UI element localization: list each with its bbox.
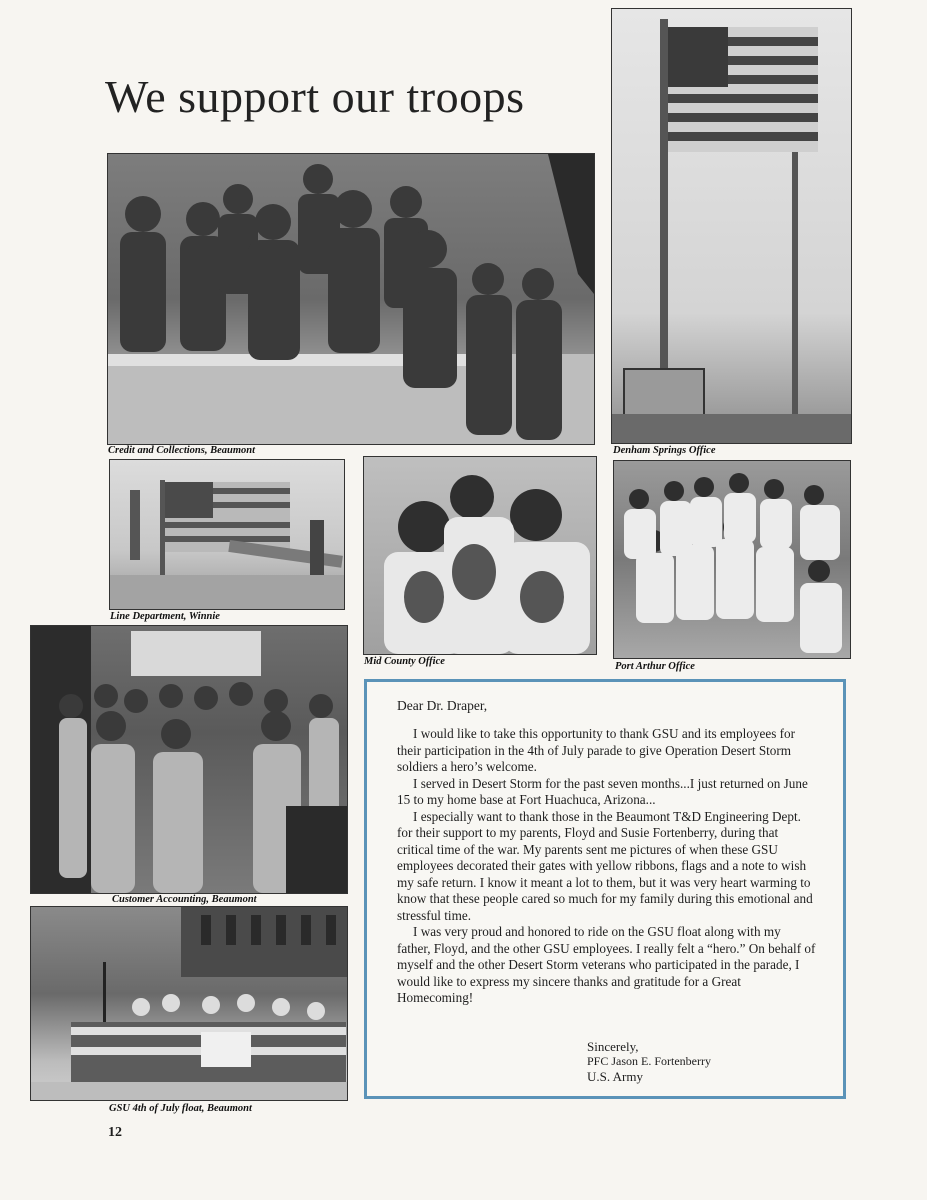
caption-customer-accounting: Customer Accounting, Beaumont bbox=[112, 894, 257, 905]
letter-signer: PFC Jason E. Fortenberry bbox=[587, 1054, 711, 1068]
photo-denham-springs bbox=[611, 8, 852, 444]
letter-paragraph: I served in Desert Storm for the past seven months...I just returned on June 15 to my home base at Fort Huachuca, Arizona... bbox=[397, 775, 808, 807]
photo-credit-collections bbox=[107, 153, 595, 445]
page-title: We support our troops bbox=[105, 71, 525, 122]
caption-gsu-float: GSU 4th of July float, Beaumont bbox=[109, 1103, 252, 1114]
letter-box bbox=[364, 679, 846, 1099]
page-number: 12 bbox=[108, 1125, 122, 1140]
letter-closing: Sincerely, bbox=[587, 1039, 639, 1054]
caption-mid-county: Mid County Office bbox=[364, 656, 445, 667]
caption-port-arthur: Port Arthur Office bbox=[615, 661, 695, 672]
caption-denham-springs: Denham Springs Office bbox=[613, 445, 716, 456]
photo-port-arthur bbox=[613, 460, 851, 659]
photo-customer-accounting bbox=[30, 625, 348, 894]
letter-signature bbox=[587, 1039, 711, 1084]
photo-gsu-float bbox=[30, 906, 348, 1101]
letter-paragraph: I especially want to thank those in the Beaumont T&D Engineering Dept. for their support to my parents, Floyd and Susie Fortenberry, during that critical time of the war. My parents sent me pictures of when these GSU employees decorated their gates with yellow ribbons, flags and a note to wish my safe return. I know it meant a lot to them, but it was very heart warming to know that these people cared so much for my family during this emotional and stressful time. bbox=[397, 808, 813, 923]
letter-body bbox=[397, 726, 817, 1007]
caption-credit-collections: Credit and Collections, Beaumont bbox=[108, 445, 256, 456]
letter-unit: U.S. Army bbox=[587, 1069, 643, 1084]
caption-line-department: Line Department, Winnie bbox=[110, 611, 220, 622]
letter-paragraph: I was very proud and honored to ride on the GSU float along with my father, Floyd, and the other GSU employees. I really felt a “hero.” On behalf of myself and the other Desert Storm veterans who participated in the parade, I would like to express my sincere thanks and gratitude for a Great Homecoming! bbox=[397, 924, 816, 1005]
photo-line-department bbox=[109, 459, 345, 610]
letter-salutation: Dear Dr. Draper, bbox=[397, 698, 488, 713]
letter-paragraph: I would like to take this opportunity to thank GSU and its employees for their participation in the 4th of July parade to give Operation Desert Storm soldiers a hero’s welcome. bbox=[397, 726, 796, 774]
photo-mid-county bbox=[363, 456, 597, 655]
